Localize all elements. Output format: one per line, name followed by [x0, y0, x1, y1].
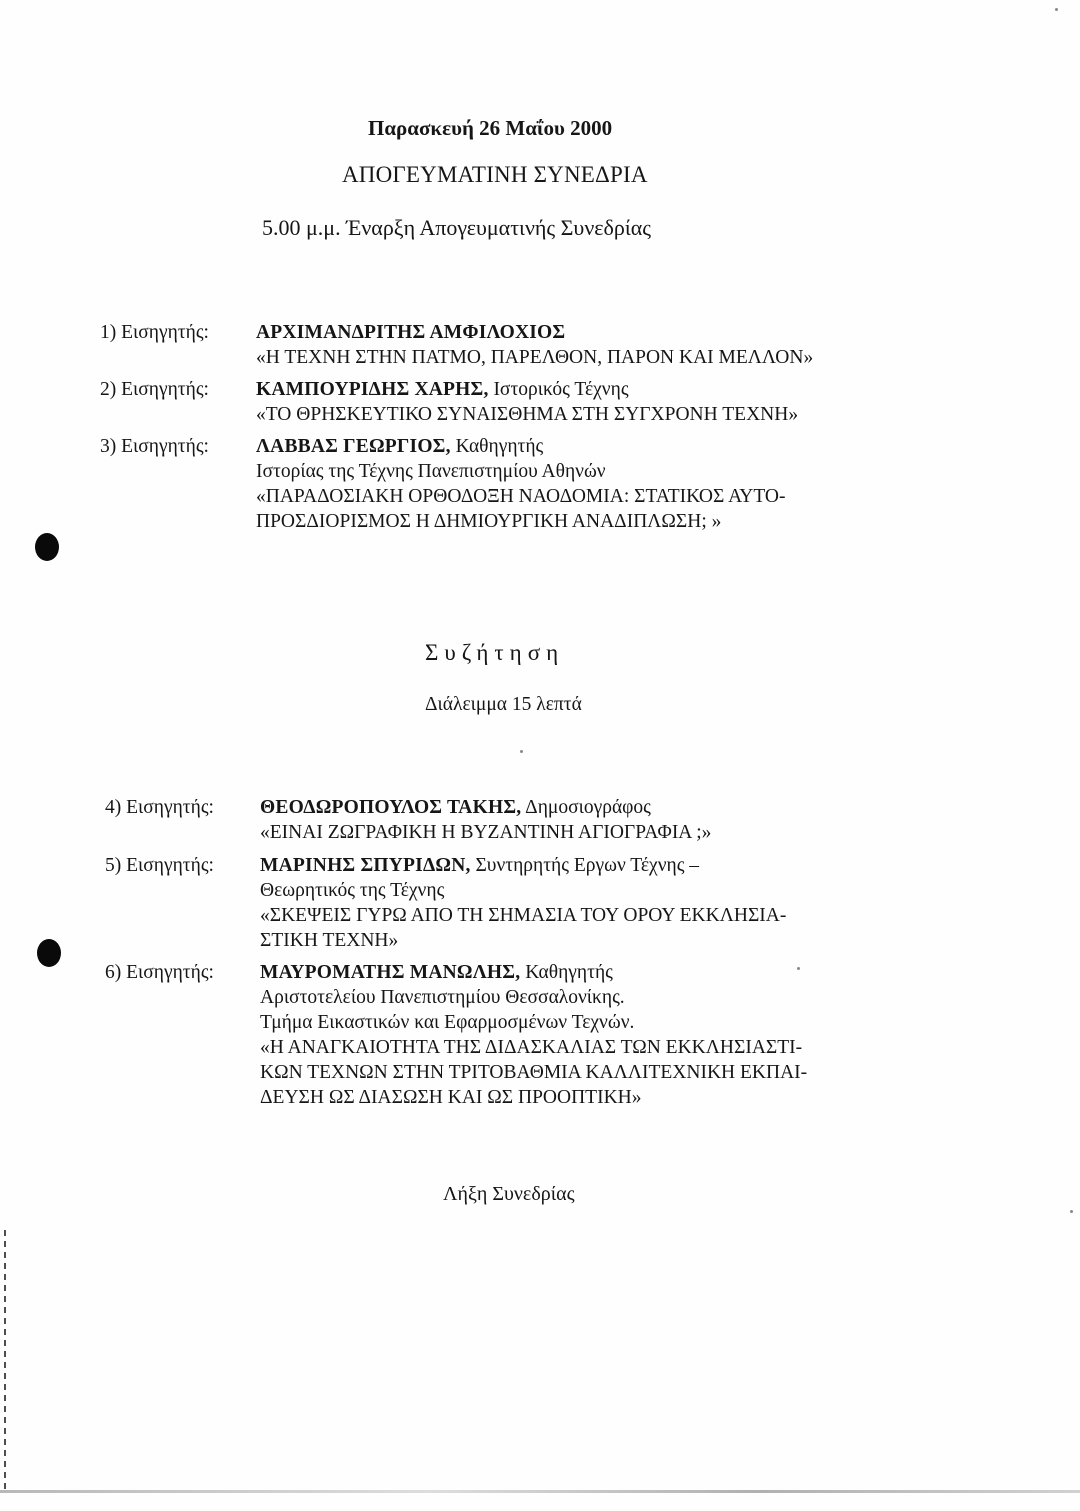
- speaker-name: ΜΑΡΙΝΗΣ ΣΠΥΡΙΔΩΝ,: [260, 855, 471, 876]
- speaker-name: ΛΑΒΒΑΣ ΓΕΩΡΓΙΟΣ,: [256, 436, 451, 457]
- speaker-name: ΘΕΟΔΩΡΟΠΟΥΛΟΣ ΤΑΚΗΣ,: [260, 797, 522, 818]
- speaker-detail-line: ΣΤΙΚΗ ΤΕΧΝΗ»: [260, 930, 399, 951]
- discussion-heading: Συζήτηση: [425, 640, 565, 665]
- session-start-time: 5.00 μ.μ. Έναρξη Απογευματινής Συνεδρίας: [262, 215, 652, 240]
- speaker-name: ΑΡΧΙΜΑΝΔΡΙΤΗΣ ΑΜΦΙΛΟΧΙΟΣ: [256, 322, 566, 343]
- speaker-number: 6) Εισηγητής:: [105, 962, 214, 983]
- scan-edge-left: [4, 1230, 6, 1490]
- scan-speck: [520, 750, 523, 753]
- speaker-role: Ιστορικός Τέχνης: [493, 379, 629, 400]
- speaker-detail-line: Ιστορίας της Τέχνης Πανεπιστημίου Αθηνών: [256, 461, 606, 482]
- speaker-role: Συντηρητής Εργων Τέχνης –: [475, 855, 700, 876]
- speaker-detail-line: Τμήμα Εικαστικών και Εφαρμοσμένων Τεχνών.: [260, 1012, 635, 1033]
- speaker-number: 3) Εισηγητής:: [100, 436, 209, 457]
- session-end: Λήξη Συνεδρίας: [443, 1183, 575, 1205]
- speaker-detail-line: «Η ΑΝΑΓΚΑΙΟΤΗΤΑ ΤΗΣ ΔΙΔΑΣΚΑΛΙΑΣ ΤΩΝ ΕΚΚΛΗΣΙΑΣΤΙ-: [260, 1037, 803, 1058]
- scan-edge-bottom: [0, 1490, 1080, 1493]
- scan-speck: [797, 967, 800, 970]
- speaker-detail-line: «ΠΑΡΑΔΟΣΙΑΚΗ ΟΡΘΟΔΟΞΗ ΝΑΟΔΟΜΙΑ: ΣΤΑΤΙΚΟΣ ΑΥΤΟ-: [256, 486, 786, 507]
- speaker-role: Καθηγητής: [455, 436, 544, 457]
- speaker-name: ΜΑΥΡΟΜΑΤΗΣ ΜΑΝΩΛΗΣ,: [260, 962, 521, 983]
- speaker-detail-line: ΚΩΝ ΤΕΧΝΩΝ ΣΤΗΝ ΤΡΙΤΟΒΑΘΜΙΑ ΚΑΛΛΙΤΕΧΝΙΚΗ ΕΚΠΑΙ-: [260, 1062, 808, 1083]
- speaker-detail-line: Θεωρητικός της Τέχνης: [260, 880, 445, 901]
- scan-speck: [1055, 8, 1058, 11]
- speaker-number: 2) Εισηγητής:: [100, 379, 209, 400]
- speaker-number: 5) Εισηγητής:: [105, 855, 214, 876]
- speaker-number: 1) Εισηγητής:: [100, 322, 209, 343]
- scan-speck: [1070, 1210, 1073, 1213]
- speaker-detail-line: Αριστοτελείου Πανεπιστημίου Θεσσαλονίκης.: [260, 987, 625, 1008]
- break-notice: Διάλειμμα 15 λεπτά: [425, 694, 582, 715]
- speaker-detail-line: «ΤΟ ΘΡΗΣΚΕΥΤΙΚΟ ΣΥΝΑΙΣΘΗΜΑ ΣΤΗ ΣΥΓΧΡΟΝΗ ΤΕΧΝΗ»: [256, 404, 799, 425]
- punch-hole-bottom: [37, 939, 61, 967]
- speaker-detail-line: «ΕΙΝΑΙ ΖΩΓΡΑΦΙΚΗ Η ΒΥΖΑΝΤΙΝΗ ΑΓΙΟΓΡΑΦΙΑ ;»: [260, 822, 712, 843]
- speaker-detail-line: ΠΡΟΣΔΙΟΡΙΣΜΟΣ Η ΔΗΜΙΟΥΡΓΙΚΗ ΑΝΑΔΙΠΛΩΣΗ; »: [256, 511, 722, 532]
- speaker-role: Καθηγητής: [525, 962, 613, 983]
- punch-hole-top: [35, 533, 59, 561]
- speaker-detail-line: ΔΕΥΣΗ ΩΣ ΔΙΑΣΩΣΗ ΚΑΙ ΩΣ ΠΡΟΟΠΤΙΚΗ»: [260, 1087, 642, 1108]
- speaker-number: 4) Εισηγητής:: [105, 797, 214, 818]
- speaker-role: Δημοσιογράφος: [525, 797, 651, 818]
- speaker-detail-line: «ΣΚΕΨΕΙΣ ΓΥΡΩ ΑΠΟ ΤΗ ΣΗΜΑΣΙΑ ΤΟΥ ΟΡΟΥ ΕΚΚΛΗΣΙΑ-: [260, 905, 787, 926]
- speaker-detail-line: «Η ΤΕΧΝΗ ΣΤΗΝ ΠΑΤΜΟ, ΠΑΡΕΛΘΟΝ, ΠΑΡΟΝ ΚΑΙ ΜΕΛΛΟΝ»: [256, 347, 814, 368]
- speaker-name: ΚΑΜΠΟΥΡΙΔΗΣ ΧΑΡΗΣ,: [256, 379, 489, 400]
- program-date: Παρασκευή 26 Μαΐου 2000: [368, 116, 613, 140]
- session-title: ΑΠΟΓΕΥΜΑΤΙΝΗ ΣΥΝΕΔΡΙΑ: [342, 162, 648, 187]
